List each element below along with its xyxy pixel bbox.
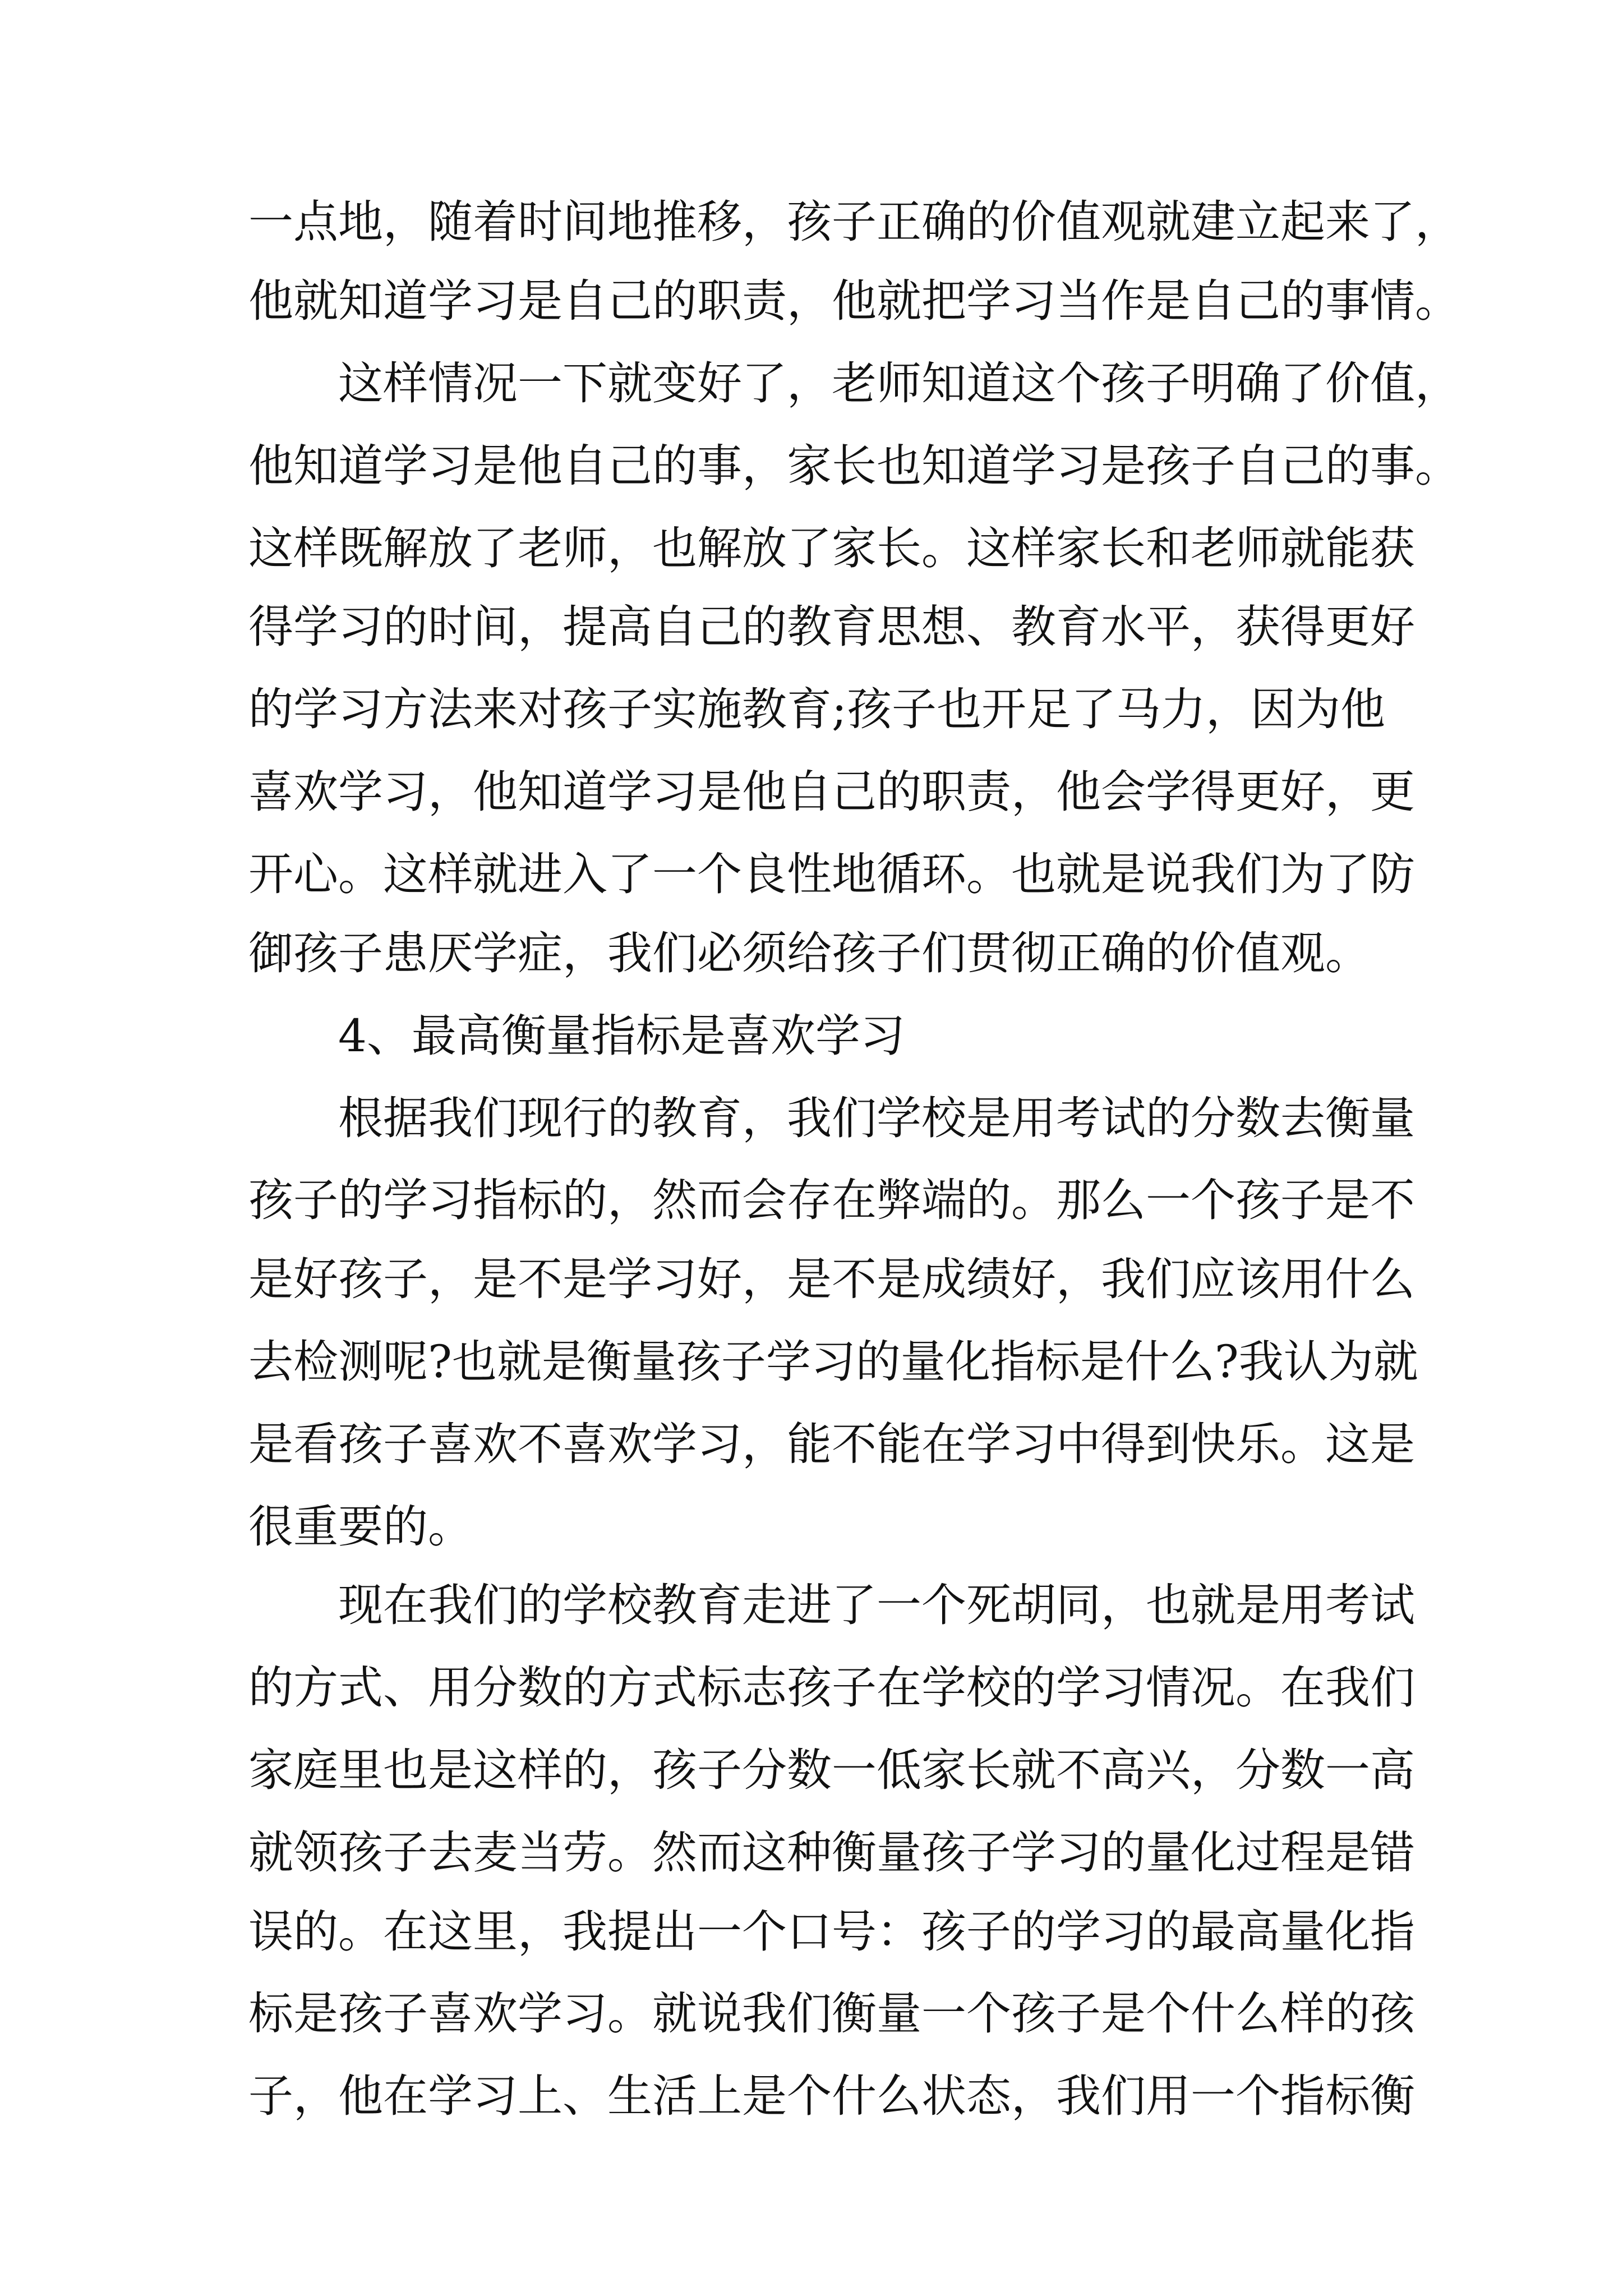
section-heading: 4、最高衡量指标是喜欢学习 xyxy=(338,1010,905,1062)
text-line: 很重要的。 xyxy=(248,1501,473,1553)
text-line: 的方式、用分数的方式标志孩子在学校的学习情况。在我们 xyxy=(248,1662,1415,1714)
text-line: 喜欢学习，他知道学习是他自己的职责，他会学得更好，更 xyxy=(248,766,1415,818)
paragraph-first-line: 这样情况一下就变好了，老师知道这个孩子明确了价值， xyxy=(338,357,1460,409)
text-line: 是好孩子，是不是学习好，是不是成绩好，我们应该用什么 xyxy=(248,1253,1415,1305)
text-line: 就领孩子去麦当劳。然而这种衡量孩子学习的量化过程是错 xyxy=(248,1826,1415,1879)
text-line: 的学习方法来对孩子实施教育;孩子也开足了马力，因为他 xyxy=(248,683,1385,735)
text-line: 这样既解放了老师，也解放了家长。这样家长和老师就能获 xyxy=(248,522,1415,574)
text-line: 误的。在这里，我提出一个口号：孩子的学习的最高量化指 xyxy=(248,1906,1415,1958)
text-line: 家庭里也是这样的，孩子分数一低家长就不高兴，分数一高 xyxy=(248,1744,1415,1796)
text-line: 去检测呢?也就是衡量孩子学习的量化指标是什么?我认为就 xyxy=(248,1336,1418,1388)
text-line: 标是孩子喜欢学习。就说我们衡量一个孩子是个什么样的孩 xyxy=(248,1987,1415,2040)
text-line: 子，他在学习上、生活上是个什么状态，我们用一个指标衡 xyxy=(248,2070,1415,2122)
text-line: 御孩子患厌学症，我们必须给孩子们贯彻正确的价值观。 xyxy=(248,927,1370,979)
text-line: 是看孩子喜欢不喜欢学习，能不能在学习中得到快乐。这是 xyxy=(248,1418,1415,1470)
paragraph-first-line: 根据我们现行的教育，我们学校是用考试的分数去衡量 xyxy=(338,1092,1415,1144)
text-line: 得学习的时间，提高自己的教育思想、教育水平，获得更好 xyxy=(248,601,1415,653)
text-line: 一点地，随着时间地推移，孩子正确的价值观就建立起来了， xyxy=(248,196,1460,248)
paragraph-first-line: 现在我们的学校教育走进了一个死胡同，也就是用考试 xyxy=(338,1579,1415,1631)
text-line: 孩子的学习指标的，然而会存在弊端的。那么一个孩子是不 xyxy=(248,1174,1415,1226)
text-line: 他知道学习是他自己的事，家长也知道学习是孩子自己的事。 xyxy=(248,440,1460,492)
text-line: 开心。这样就进入了一个良性地循环。也就是说我们为了防 xyxy=(248,848,1415,900)
text-line: 他就知道学习是自己的职责，他就把学习当作是自己的事情。 xyxy=(248,275,1460,327)
